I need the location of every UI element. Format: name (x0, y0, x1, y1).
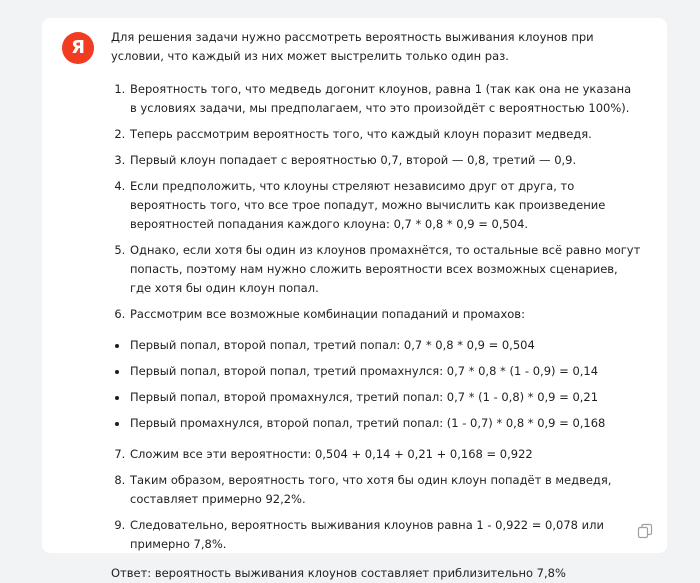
avatar-letter: Я (71, 37, 85, 58)
step-item: 8. Таким образом, вероятность того, что хотя бы один клоун попадёт в медведя, составляет примерно 92,2%. (129, 471, 641, 509)
copy-button[interactable] (637, 523, 653, 539)
steps-list-part2 (111, 445, 641, 554)
step-item: 3. Первый клоун попадает с вероятностью 0,7, второй — 0,8, третий — 0,9. (129, 151, 641, 170)
step-item: 1. Вероятность того, что медведь догонит клоунов, равна 1 (так как она не указана в условиях задачи, мы предполагаем, что это произойдёт с вероятностью 100%). (129, 80, 641, 118)
message-intro: Для решения задачи нужно рассмотреть вероятность выживания клоунов при условии, что каждый из них может выстрелить только один раз. (111, 30, 594, 63)
copy-icon (637, 523, 653, 539)
step-item: 5. Однако, если хотя бы один из клоунов промахнётся, то остальные всё равно могут попасть, поэтому нам нужно сложить вероятности всех возможных сценариев, где хотя бы один клоун попал. (129, 241, 641, 298)
combinations-list (111, 336, 641, 433)
combination-item: • Первый попал, второй попал, третий промахнулся: 0,7 * 0,8 * (1 - 0,9) = 0,14 (129, 362, 641, 381)
step-item: 9. Следовательно, вероятность выживания клоунов равна 1 - 0,922 = 0,078 или примерно 7,8%. (129, 516, 641, 554)
step-item: 4. Если предположить, что клоуны стреляют независимо друг от друга, то вероятность того, что все трое попадут, можно вычислить как произведение вероятностей попадания каждого клоуна: 0,7 * 0,8 * 0,9 = 0,504. (129, 177, 641, 234)
step-item: 7. Сложим все эти вероятности: 0,504 + 0,14 + 0,21 + 0,168 = 0,922 (129, 445, 641, 464)
combination-item: • Первый промахнулся, второй попал, третий попал: (1 - 0,7) * 0,8 * 0,9 = 0,168 (129, 414, 641, 433)
message-answer: Ответ: вероятность выживания клоунов составляет приблизительно 7,8% (111, 566, 566, 580)
step-item: 6. Рассмотрим все возможные комбинации попаданий и промахов: (129, 305, 641, 324)
combination-item: • Первый попал, второй промахнулся, третий попал: 0,7 * (1 - 0,8) * 0,9 = 0,21 (129, 388, 641, 407)
combination-item: • Первый попал, второй попал, третий попал: 0,7 * 0,8 * 0,9 = 0,504 (129, 336, 641, 355)
message-content (111, 28, 641, 583)
steps-list-part1 (111, 80, 641, 324)
assistant-message-card (42, 18, 667, 580)
step-item: 2. Теперь рассмотрим вероятность того, что каждый клоун поразит медведя. (129, 125, 641, 144)
yandex-logo-icon (62, 32, 94, 64)
